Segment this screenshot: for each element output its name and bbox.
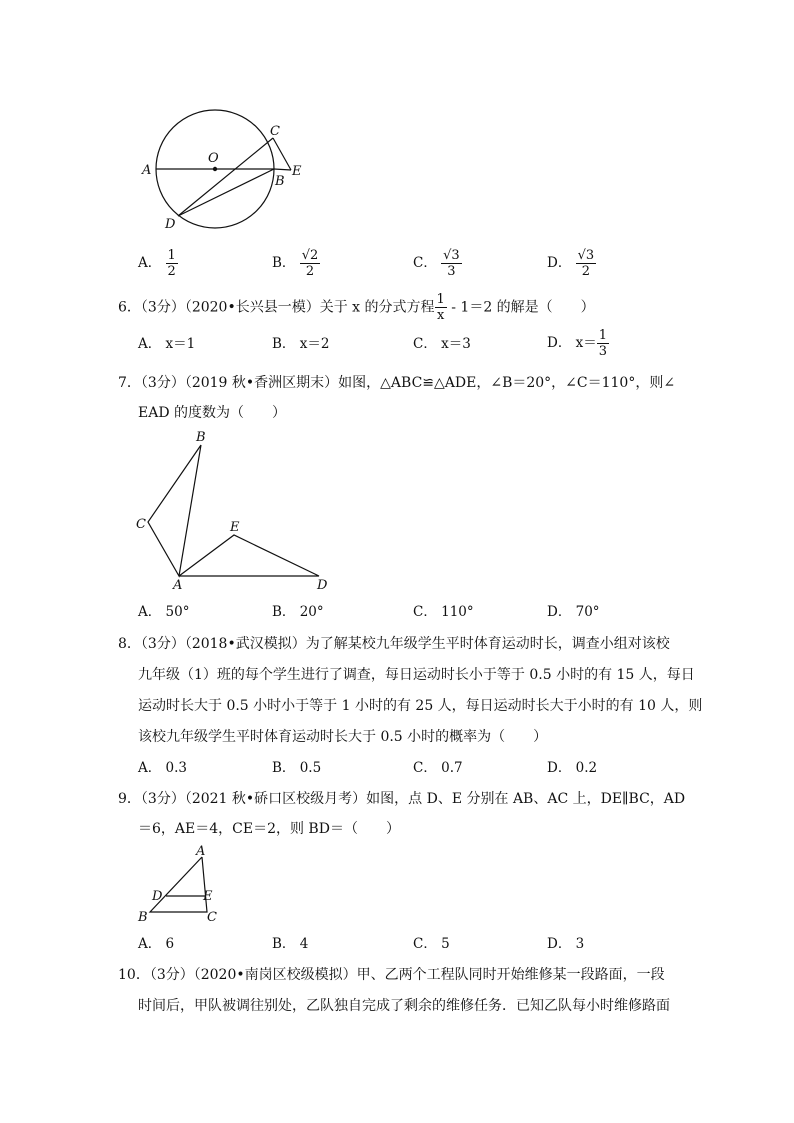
q9-option-a[interactable]: A． 6	[138, 936, 175, 952]
label-d: D	[317, 578, 328, 593]
q9-option-d[interactable]: D． 3	[547, 936, 585, 952]
label-e: E	[292, 164, 302, 179]
q7-stem-line1: 7．（3分）（2019 秋•香洲区期末）如图，△ABC≌△ADE，∠B＝20°，∠C＝110°，则∠	[118, 375, 676, 391]
q8-stem-line1: 8．（3分）（2018•武汉模拟）为了解某校九年级学生平时体育运动时长，调查小组对该校	[118, 636, 670, 652]
q8-stem-line2: 九年级（1）班的每个学生进行了调查，每日运动时长小于等于 0.5 小时的有 15 人，每日	[138, 667, 695, 683]
label-c: C	[270, 124, 280, 139]
q8-option-c[interactable]: C． 0.7	[413, 760, 463, 776]
q5-option-c[interactable]: C． $\frac{√3}{3}$	[413, 248, 460, 279]
label-c: C	[207, 910, 217, 925]
label-a: A	[142, 163, 152, 178]
label-a: A	[173, 578, 183, 593]
q6-option-b[interactable]: B． x＝2	[272, 336, 330, 352]
label-d: D	[165, 217, 176, 232]
q6-option-c[interactable]: C． x＝3	[413, 336, 471, 352]
q8-option-a[interactable]: A． 0.3	[138, 760, 188, 776]
q8-option-d[interactable]: D． 0.2	[547, 760, 598, 776]
q9-stem-line1: 9．（3分）（2021 秋•硚口区校级月考）如图，点 D、E 分别在 AB、AC 上，DE∥BC，AD	[118, 791, 686, 807]
label-e: E	[230, 520, 240, 535]
triangles-figure	[130, 425, 340, 595]
label-o: O	[208, 151, 219, 166]
q5-option-a[interactable]: A． $\frac{1}{2}$	[138, 248, 176, 279]
q6-option-a[interactable]: A． x＝1	[138, 336, 196, 352]
q10-stem-line2: 时间后，甲队被调往别处，乙队独自完成了剩余的维修任务．已知乙队每小时维修路面	[138, 998, 670, 1014]
q10-stem-line1: 10．（3分）（2020•南岗区校级模拟）甲、乙两个工程队同时开始维修某一段路面，一段	[118, 967, 665, 983]
q8-option-b[interactable]: B． 0.5	[272, 760, 322, 776]
label-c: C	[136, 517, 146, 532]
label-d: D	[152, 889, 163, 904]
q9-stem-line2: ＝6，AE＝4，CE＝2，则 BD＝（ ）	[138, 821, 400, 837]
q6-option-d[interactable]: D． x＝ $\frac{1}{3}$	[547, 328, 608, 359]
q7-option-b[interactable]: B． 20°	[272, 604, 324, 620]
q7-option-a[interactable]: A． 50°	[138, 604, 190, 620]
label-b: B	[275, 174, 285, 189]
label-b: B	[196, 430, 206, 445]
q5-option-b[interactable]: B． $\frac{√2}{2}$	[272, 248, 319, 279]
label-e: E	[203, 889, 213, 904]
q8-stem-line4: 该校九年级学生平时体育运动时长大于 0.5 小时的概率为（ ）	[138, 729, 548, 745]
q7-option-c[interactable]: C． 110°	[413, 604, 474, 620]
circle-figure	[130, 105, 310, 235]
q8-stem-line3: 运动时长大于 0.5 小时小于等于 1 小时的有 25 人，每日运动时长大于小时的有 10 人，则	[138, 698, 703, 714]
small-triangle-figure	[130, 843, 230, 925]
label-b: B	[138, 910, 148, 925]
q7-stem-line2: EAD 的度数为（ ）	[138, 405, 287, 421]
q7-option-d[interactable]: D． 70°	[547, 604, 600, 620]
q5-option-d[interactable]: D． $\frac{√3}{2}$	[547, 248, 595, 279]
q9-option-c[interactable]: C． 5	[413, 936, 450, 952]
label-a: A	[196, 844, 206, 859]
q6-stem: 6．（3分）（2020•长兴县一模）关于 x 的分式方程 $\frac{1}{x}$ - 1＝2 的解是（ ）	[118, 292, 595, 323]
q9-option-b[interactable]: B． 4	[272, 936, 309, 952]
